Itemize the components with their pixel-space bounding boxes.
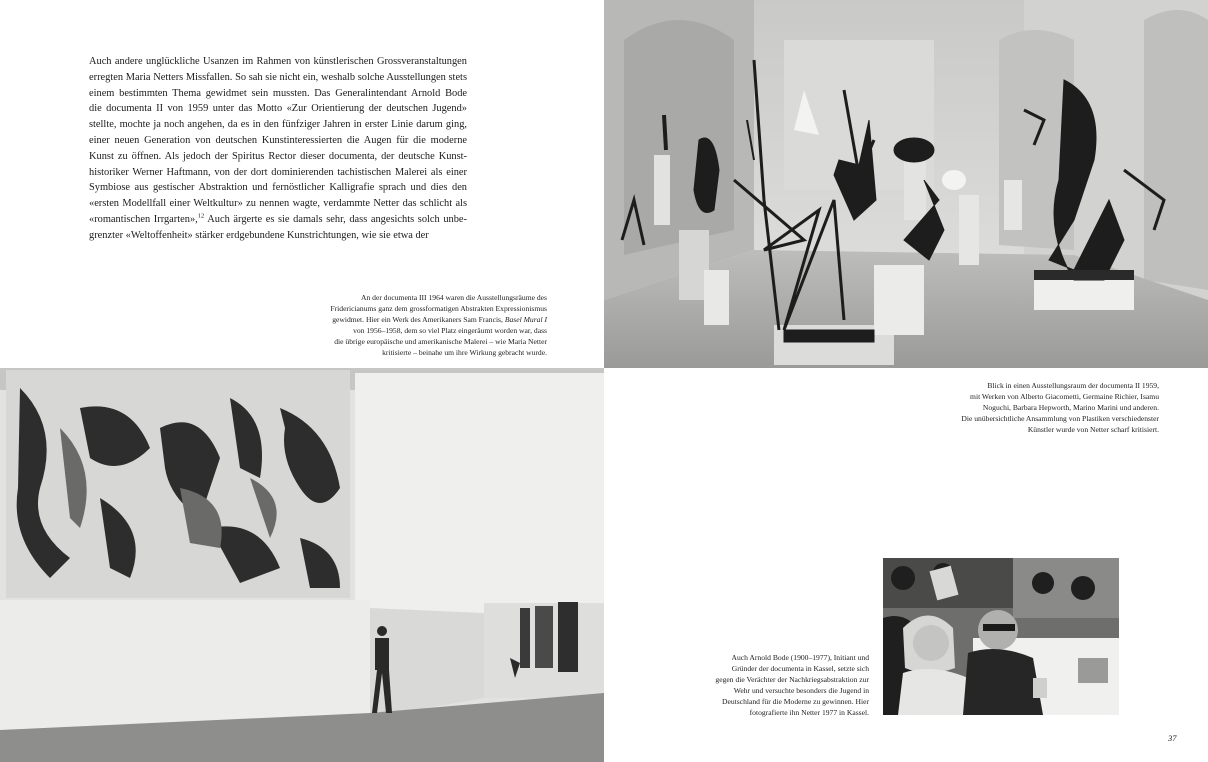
caption-line: Künstler wurde von Netter scharf kritisiert.	[1027, 425, 1159, 435]
sculpture-hall-image	[604, 0, 1208, 368]
body-line: Kunst zu öffnen. Als jedoch der Spiritus Rector dieser documenta, der deutsche Kunst-	[89, 150, 467, 162]
caption-line: fotografierte ihn Netter 1977 in Kassel.	[749, 708, 869, 718]
body-line: einer neuen Generation von deutschen Kunstinteressierten die Augen für die moderne	[89, 134, 467, 146]
caption-line: Blick in einen Ausstellungsraum der documenta II 1959,	[987, 381, 1159, 390]
body-line: Auch andere unglückliche Usanzen im Rahmen von künstlerischen Grossveranstaltungen	[89, 56, 467, 67]
caption-line: die übrige europäische und amerikanische Malerei – wie Maria Netter	[334, 337, 547, 347]
caption-line: An der documenta III 1964 waren die Ausstellungsräume des	[361, 293, 547, 302]
photo-painting-hall	[0, 368, 604, 762]
body-line	[89, 212, 467, 228]
page-number: 37	[1168, 733, 1177, 743]
body-line-tail: Auch ärgerte es sie damals sehr, dass angesichts solch unbe-	[204, 213, 467, 225]
arnold-bode-image	[883, 558, 1119, 715]
caption-line	[330, 314, 547, 325]
caption-line: Deutschland für die Moderne zu gewinnen. Hier	[722, 697, 869, 707]
body-line: die documenta II von 1959 unter das Motto «Zur Orientierung der deutschen Jugend»	[89, 103, 467, 115]
photo-sculpture-hall	[604, 0, 1208, 368]
body-line: grenzter «Weltoffenheit» stärker erdgebundene Kunstrichtungen, wie sie etwa der	[89, 229, 429, 241]
painting-hall-image	[0, 368, 604, 762]
body-line: «ersten Modellfall einer Weltkultur» zu nennen wagte, verdammte Netter das schlicht als	[89, 198, 467, 210]
caption-line: Auch Arnold Bode (1900–1977), Initiant und	[731, 653, 869, 662]
photo-arnold-bode	[883, 558, 1119, 715]
footnote-ref[interactable]: 12	[197, 212, 205, 220]
caption-line: Gründer der documenta in Kassel, setzte sich	[731, 664, 869, 674]
caption-line: kritisierte – beinahe um ihre Wirkung gebracht wurde.	[382, 348, 547, 358]
caption-sculptures	[961, 380, 1159, 435]
caption-line-start: gewidmet. Hier ein Werk des Amerikaners Sam Francis,	[332, 315, 505, 325]
caption-line: Noguchi, Barbara Hepworth, Marino Marini und anderen.	[982, 403, 1159, 413]
caption-bode	[715, 652, 869, 719]
caption-line: Wehr und versuchte besonders die Jugend in	[733, 686, 869, 696]
caption-line: mit Werken von Alberto Giacometti, Germaine Richier, Isamu	[970, 392, 1159, 402]
caption-line: Fridericianums ganz dem grossformatigen Abstrakten Expressionismus	[330, 304, 547, 314]
body-line: erregten Maria Netters Missfallen. So sah sie nicht ein, weshalb solche Ausstellungen stets	[89, 71, 467, 83]
body-line-start: «romantischen Irrgarten»,	[89, 213, 198, 225]
body-line: einem bestimmten Thema gewidmet sein mussten. Das Generalintendant Arnold Bode	[89, 87, 467, 99]
artwork-title: Basel Mural I	[504, 315, 547, 325]
body-line: stellte, mochte ja noch angehen, da es in den fünfziger Jahren in erster Linie darum ging,	[89, 119, 467, 131]
body-line: historiker Werner Haftmann, von der dort dominierenden tachistischen Malerei als einer	[89, 166, 467, 178]
caption-painting	[330, 292, 547, 359]
caption-line: Die unübersichtliche Ansammlung von Plastiken verschiedenster	[961, 414, 1159, 424]
caption-line: von 1956–1958, dem so viel Platz eingeräumt worden war, dass	[353, 326, 547, 336]
body-line: Symbiose aus gestischer Abstraktion und fernöstlicher Kalligrafie sprach und dies den	[89, 182, 467, 194]
body-text	[89, 54, 467, 244]
caption-line: gegen die Verächter der Nachkriegsabstraktion zur	[715, 675, 869, 685]
